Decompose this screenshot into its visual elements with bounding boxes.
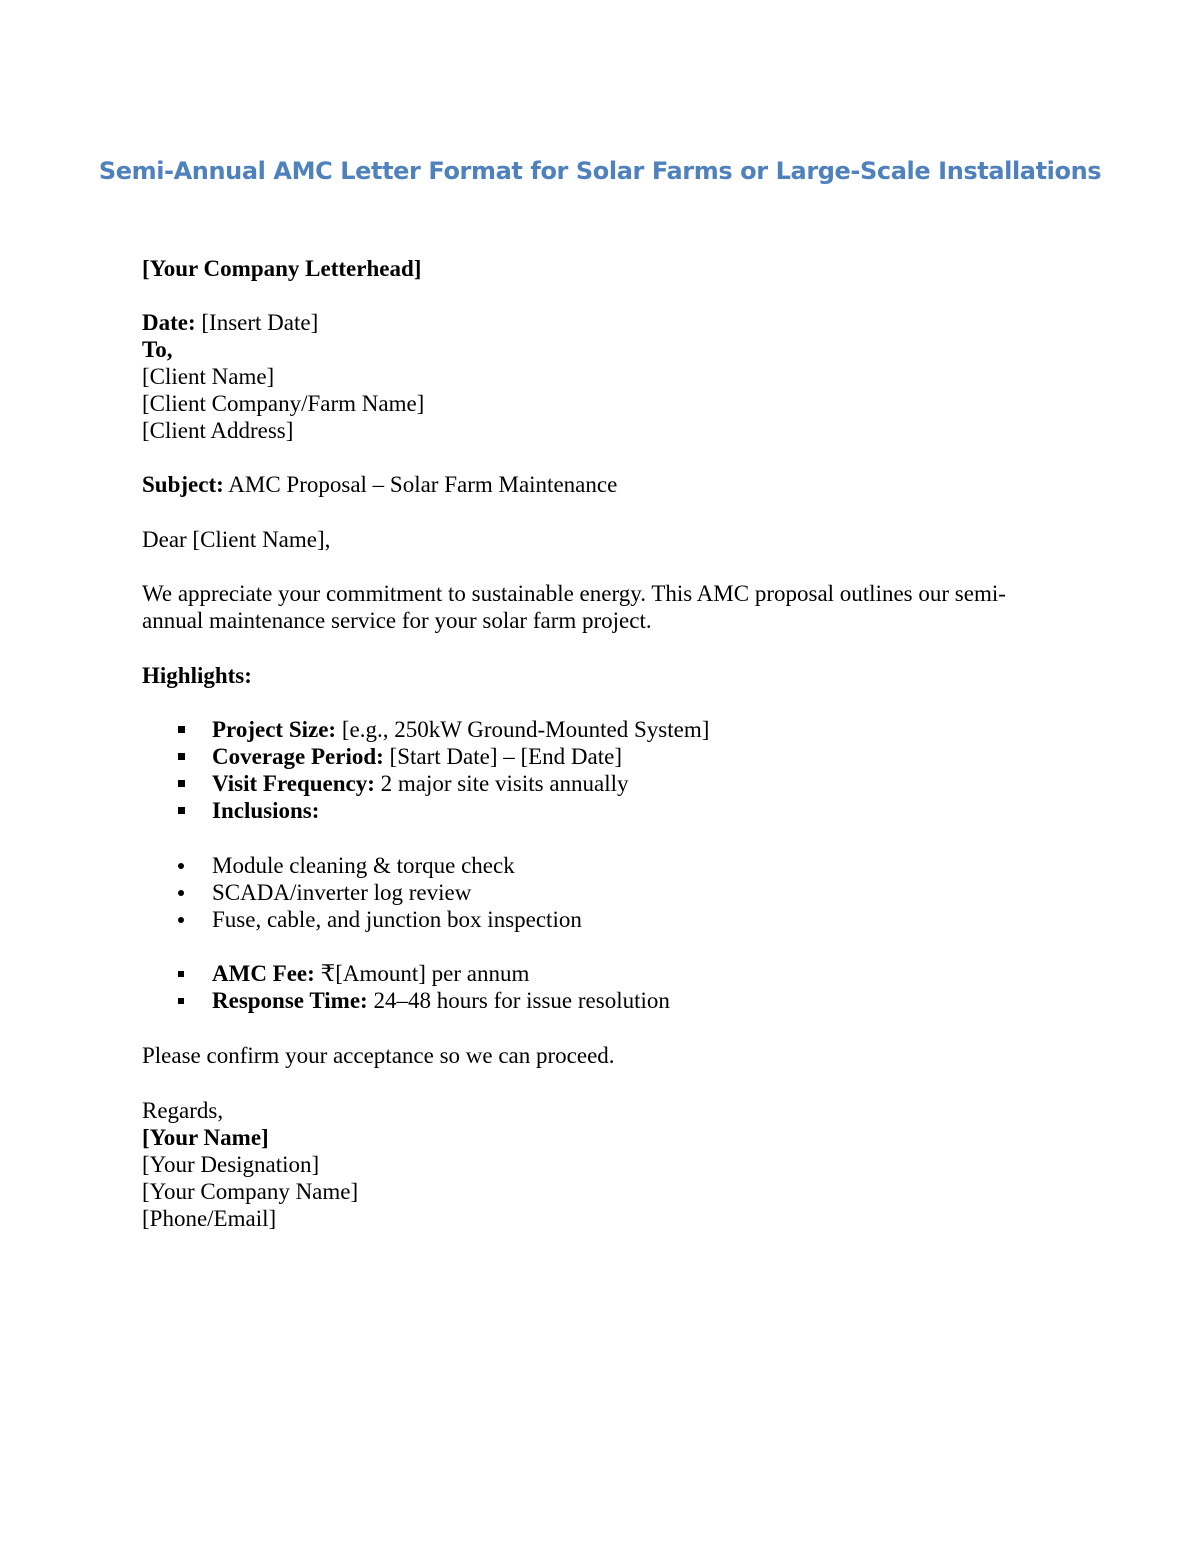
inclusion-item: SCADA/inverter log review: [212, 880, 472, 905]
letterhead: [Your Company Letterhead]: [142, 256, 422, 281]
subject-value: AMC Proposal – Solar Farm Maintenance: [223, 472, 618, 497]
square-bullet-icon: [178, 998, 184, 1004]
highlight-item-project-size: [212, 716, 709, 743]
to-label: To,: [142, 337, 173, 362]
date-value: [Insert Date]: [195, 310, 319, 335]
regards: Regards,: [142, 1098, 224, 1123]
square-bullet-icon: [178, 807, 185, 814]
highlight-label: Coverage Period:: [212, 744, 384, 769]
highlight-label: Project Size:: [212, 717, 337, 742]
highlight-item-coverage-period: [212, 743, 622, 770]
document-title: Semi-Annual AMC Letter Format for Solar Farms or Large-Scale Installations: [98, 157, 1102, 185]
closing-request: Please confirm your acceptance so we can proceed.: [142, 1043, 615, 1068]
highlight-label: Inclusions:: [212, 798, 320, 823]
client-address: [Client Address]: [142, 418, 294, 443]
date-label: Date:: [142, 310, 196, 335]
highlight-value: ₹[Amount] per annum: [314, 961, 530, 986]
highlight-value: 24–48 hours for issue resolution: [367, 988, 670, 1013]
highlight-item-amc-fee: [212, 960, 529, 987]
highlight-item-inclusions: [212, 797, 319, 824]
sender-name: [Your Name]: [142, 1125, 269, 1150]
highlight-item-response-time: [212, 987, 670, 1014]
square-bullet-icon: [178, 753, 185, 760]
sender-company: [Your Company Name]: [142, 1179, 359, 1204]
sender-contact: [Phone/Email]: [142, 1206, 277, 1231]
round-bullet-icon: [178, 890, 184, 896]
intro-line-1: We appreciate your commitment to sustainable energy. This AMC proposal outlines our semi-: [142, 581, 1006, 606]
round-bullet-icon: [178, 863, 184, 869]
highlight-label: Visit Frequency:: [212, 771, 375, 796]
subject-line: [142, 471, 617, 498]
square-bullet-icon: [178, 726, 185, 733]
client-company: [Client Company/Farm Name]: [142, 391, 425, 416]
salutation: Dear [Client Name],: [142, 527, 331, 552]
highlight-item-visit-frequency: [212, 770, 629, 797]
inclusion-item: Module cleaning & torque check: [212, 853, 515, 878]
highlight-label: Response Time:: [212, 988, 368, 1013]
client-name: [Client Name]: [142, 364, 275, 389]
highlight-value: 2 major site visits annually: [374, 771, 629, 796]
sender-designation: [Your Designation]: [142, 1152, 320, 1177]
highlight-value: [Start Date] – [End Date]: [383, 744, 623, 769]
round-bullet-icon: [178, 917, 184, 923]
highlight-label: AMC Fee:: [212, 961, 315, 986]
inclusion-item: Fuse, cable, and junction box inspection: [212, 907, 582, 932]
highlight-value: [e.g., 250kW Ground-Mounted System]: [336, 717, 710, 742]
square-bullet-icon: [178, 780, 185, 787]
date-line: [142, 309, 318, 336]
intro-line-2: annual maintenance service for your solar farm project.: [142, 608, 652, 633]
square-bullet-icon: [178, 971, 184, 977]
highlights-heading: Highlights:: [142, 663, 252, 688]
subject-label: Subject:: [142, 472, 224, 497]
